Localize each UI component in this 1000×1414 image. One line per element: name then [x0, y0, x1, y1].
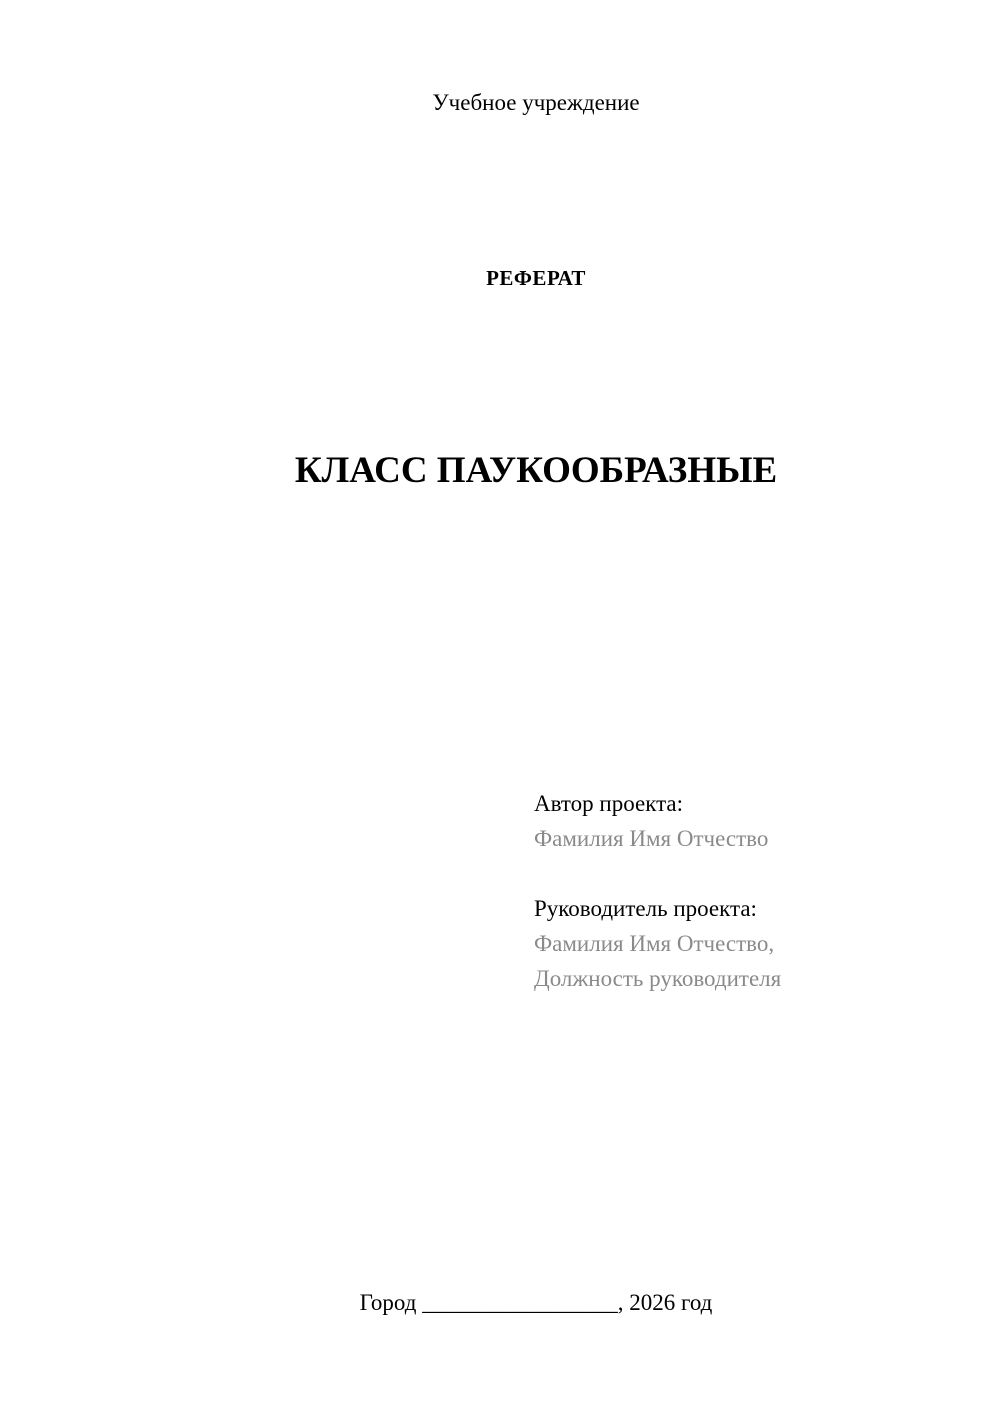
supervisor-label: Руководитель проекта: [534, 896, 757, 921]
author-label: Автор проекта: [534, 791, 683, 816]
author-name: Фамилия Имя Отчество [534, 826, 769, 851]
document-title: КЛАСС ПАУКООБРАЗНЫЕ [294, 450, 778, 491]
document-type: РЕФЕРАТ [486, 266, 586, 290]
supervisor-name: Фамилия Имя Отчество, [534, 931, 775, 956]
credits-block [534, 786, 781, 996]
city-year-line: Город _________________, 2026 год [359, 1290, 713, 1315]
institution-name: Учебное учреждение [432, 90, 640, 115]
credits-spacer [534, 856, 781, 891]
supervisor-position: Должность руководителя [534, 966, 782, 991]
